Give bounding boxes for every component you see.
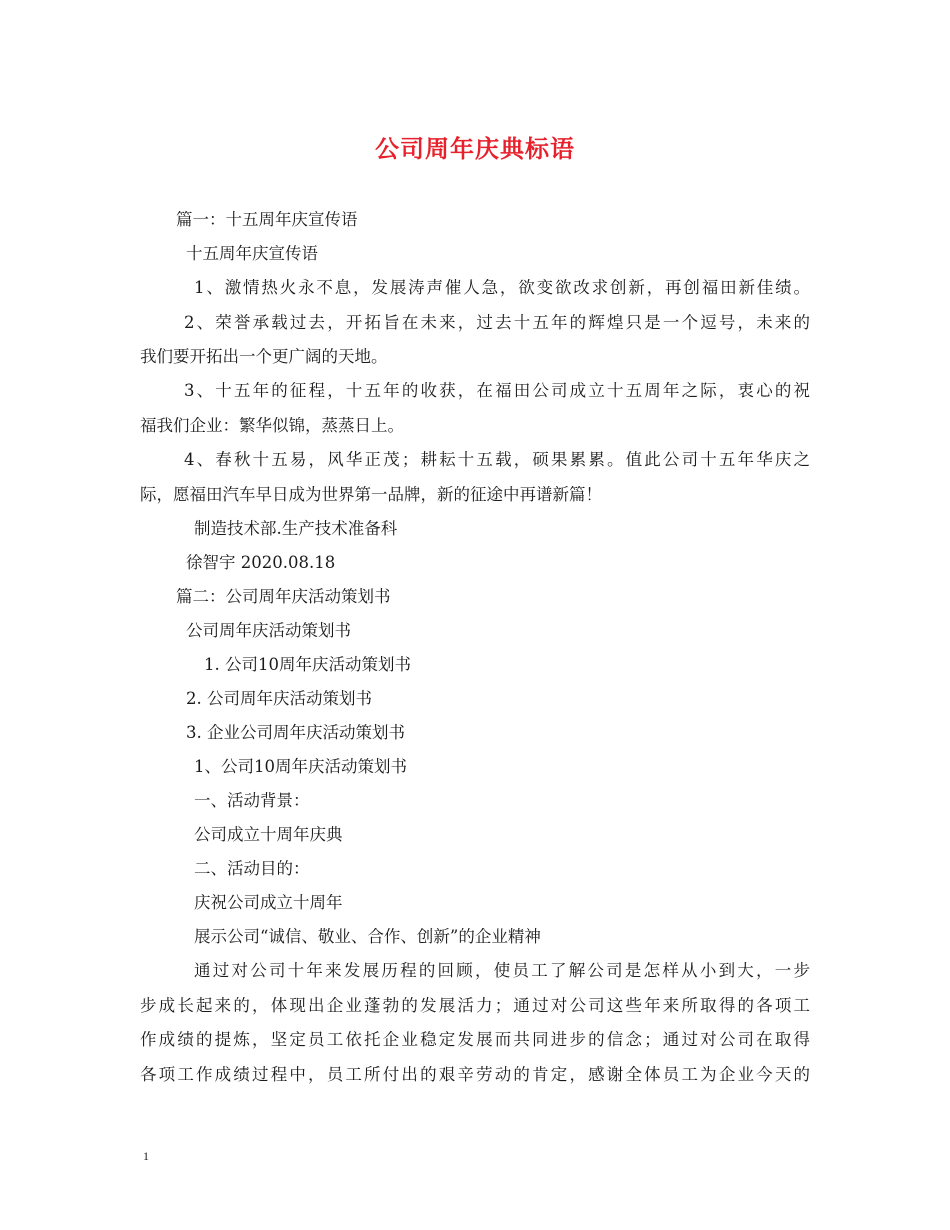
paragraph-line: 际，愿福田汽车早日成为世界第一品牌，新的征途中再谱新篇！ [140, 485, 602, 504]
paragraph-line: 步成长起来的，体现出企业蓬勃的发展活力；通过对公司这些年来所取得的各项工 [140, 996, 810, 1015]
paragraph-line: 1、激情热火永不息，发展涛声催人急，欲变欲改求创新，再创福田新佳绩。 [194, 278, 810, 297]
paragraph-line: 公司成立十周年庆典 [194, 825, 343, 844]
subheading: 公司周年庆活动策划书 [186, 621, 351, 640]
list-item: 1. 公司10周年庆活动策划书 [204, 655, 411, 674]
paragraph-line: 1、公司10周年庆活动策划书 [194, 757, 407, 776]
paragraph-line: 4、春秋十五易，风华正茂；耕耘十五载，硕果累累。值此公司十五年华庆之 [184, 450, 810, 469]
paragraph-line: 二、活动目的： [194, 859, 310, 878]
paragraph-line: 庆祝公司成立十周年 [194, 893, 343, 912]
signature-department: 制造技术部.生产技术准备科 [194, 519, 398, 538]
paragraph-line: 2、荣誉承载过去，开拓旨在未来，过去十五年的辉煌只是一个逗号，未来的 [184, 313, 810, 332]
signature-name-date: 徐智宇 2020.08.18 [186, 553, 336, 572]
paragraph-line: 3、十五年的征程，十五年的收获，在福田公司成立十五周年之际，衷心的祝 [184, 381, 810, 400]
page-number: 1 [143, 1149, 149, 1163]
paragraph-line: 各项工作成绩过程中，员工所付出的艰辛劳动的肯定，感谢全体员工为企业今天的 [140, 1065, 810, 1084]
document-title: 公司周年庆典标语 [375, 135, 575, 163]
paragraph-line: 我们要开拓出一个更广阔的天地。 [140, 347, 388, 366]
section-heading-2: 篇二：公司周年庆活动策划书 [176, 587, 391, 606]
list-item: 2. 公司周年庆活动策划书 [186, 689, 372, 708]
subheading: 十五周年庆宣传语 [186, 244, 318, 263]
paragraph-line: 福我们企业：繁华似锦，蒸蒸日上。 [140, 416, 404, 435]
paragraph-line: 通过对公司十年来发展历程的回顾，使员工了解公司是怎样从小到大，一步 [194, 961, 810, 980]
section-heading-1: 篇一：十五周年庆宣传语 [176, 210, 358, 229]
paragraph-line: 一、活动背景： [194, 791, 310, 810]
paragraph-line: 作成绩的提炼，坚定员工依托企业稳定发展而共同进步的信念；通过对公司在取得 [140, 1030, 810, 1049]
list-item: 3. 企业公司周年庆活动策划书 [186, 723, 405, 742]
paragraph-line: 展示公司“诚信、敬业、合作、创新”的企业精神 [194, 927, 541, 946]
